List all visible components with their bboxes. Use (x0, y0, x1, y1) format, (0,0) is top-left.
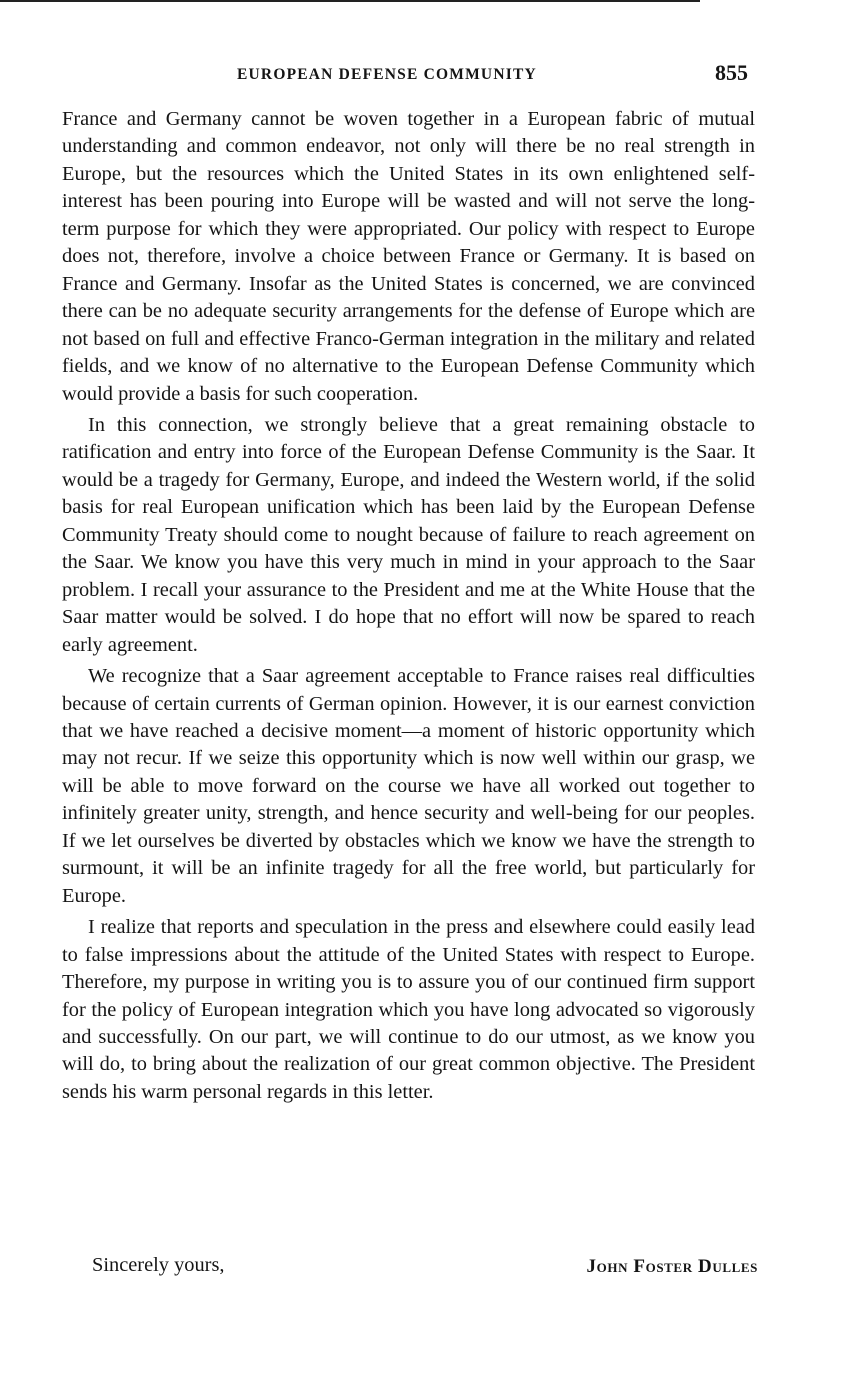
complimentary-close: Sincerely yours, (92, 1254, 225, 1276)
letter-closing (62, 1254, 758, 1284)
running-head-title: EUROPEAN DEFENSE COMMUNITY (237, 66, 537, 83)
running-header (62, 60, 750, 92)
paragraph-continued-support: I realize that reports and speculation in the press and elsewhere could easily lead to false impressions about the attitude of the United States with respect to Europe. Therefore, my purpose in writing you is to assure you of our continued firm support for the policy of European integration which you have long advocated so vigorously and successfully. On our part, we will continue to do our utmost, as we know you will do, to bring about the realization of our great common objective. The President sends his warm personal regards in this letter. (62, 916, 755, 1103)
paragraph-continued: France and Germany cannot be woven together in a European fabric of mutual understanding and common endeavor, not only will there be no real strength in Europe, but the resources which the United States in its own enlightened self-interest has been pouring into Europe will be wasted and will not serve the long-term purpose for which they were appropriated. Our policy with respect to Europe does not, therefore, involve a choice between France or Germany. It is based on France and Germany. Insofar as the United States is concerned, we are convinced there can be no adequate security arrangements for the defense of Europe which are not based on full and effective Franco-German integration in the military and related fields, and we know of no alternative to the European Defense Community which would provide a basis for such cooperation. (62, 108, 755, 405)
letter-body (62, 106, 755, 1106)
signature-name: John Foster Dulles (586, 1256, 758, 1277)
top-rule (0, 0, 700, 2)
page-number: 855 (715, 60, 748, 85)
paragraph-decisive-moment: We recognize that a Saar agreement acceptable to France raises real difficulties because of certain currents of German opinion. However, it is our earnest conviction that we have reached a decisive moment—a moment of historic opportunity which may not recur. If we seize this opportunity which is now well within our grasp, we will be able to move forward on the course we have all worked out together to infinitely greater unity, strength, and hence security and well-being for our peoples. If we let ourselves be diverted by obstacles which we know we have the strength to surmount, it will be an infinite tragedy for all the free world, but particularly for Europe. (62, 665, 755, 907)
paragraph-saar-obstacle: In this connection, we strongly believe that a great remaining obstacle to ratification and entry into force of the European Defense Community is the Saar. It would be a tragedy for Germany, Europe, and indeed the Western world, if the solid basis for real European unification which has been laid by the European Defense Community Treaty should come to nought because of failure to reach agreement on the Saar. We know you have this very much in mind in your approach to the Saar problem. I recall your assurance to the President and me at the White House that the Saar matter would be solved. I do hope that no effort will now be spared to reach early agreement. (62, 413, 755, 656)
